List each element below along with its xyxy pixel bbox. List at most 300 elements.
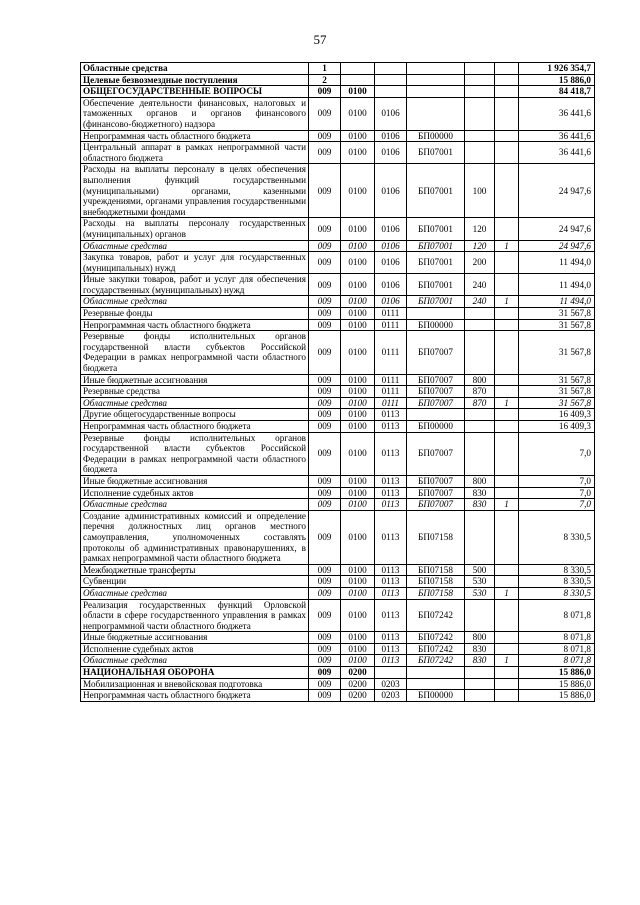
subsection-code: 0113: [375, 564, 407, 576]
amount: 36 441,6: [519, 130, 595, 142]
section-code: 0100: [341, 564, 375, 576]
expense-type-code: [465, 308, 495, 320]
grp-code: 009: [309, 319, 341, 331]
section-code: 0100: [341, 86, 375, 98]
amount: 8 071,8: [519, 632, 595, 644]
amount: 84 418,7: [519, 86, 595, 98]
table-row: [81, 296, 595, 308]
target-article-code: БП07001: [407, 164, 465, 218]
subsection-code: 0106: [375, 252, 407, 274]
table-row: [81, 274, 595, 296]
target-article-code: БП07001: [407, 240, 465, 252]
table-row: [81, 218, 595, 240]
target-article-code: БП07007: [407, 386, 465, 398]
amount: 36 441,6: [519, 142, 595, 164]
section-code: [341, 63, 375, 75]
grp-code: 009: [309, 86, 341, 98]
source-code: [495, 386, 519, 398]
amount: 8 330,5: [519, 576, 595, 588]
subsection-code: 0111: [375, 308, 407, 320]
subsection-code: 0113: [375, 643, 407, 655]
table-row: [81, 632, 595, 644]
section-code: 0100: [341, 432, 375, 475]
source-code: [495, 409, 519, 421]
subsection-code: 0111: [375, 374, 407, 386]
table-row: [81, 499, 595, 511]
expense-type-code: 800: [465, 374, 495, 386]
subsection-code: 0111: [375, 397, 407, 409]
table-row: [81, 97, 595, 130]
amount: 31 567,8: [519, 331, 595, 374]
expense-type-code: [465, 97, 495, 130]
expense-type-code: [465, 86, 495, 98]
grp-code: 009: [309, 308, 341, 320]
grp-code: 009: [309, 240, 341, 252]
subsection-code: 0106: [375, 240, 407, 252]
source-code: [495, 564, 519, 576]
table-row: [81, 164, 595, 218]
table-row: [81, 374, 595, 386]
subsection-code: 0111: [375, 331, 407, 374]
target-article-code: БП07001: [407, 296, 465, 308]
grp-code: 009: [309, 587, 341, 599]
amount: 16 409,3: [519, 421, 595, 433]
row-name: ОБЩЕГОСУДАРСТВЕННЫЕ ВОПРОСЫ: [81, 86, 309, 98]
row-name: Иные бюджетные ассигнования: [81, 475, 309, 487]
expense-type-code: 830: [465, 655, 495, 667]
grp-code: 2: [309, 74, 341, 86]
source-code: [495, 130, 519, 142]
grp-code: 009: [309, 510, 341, 564]
amount: 31 567,8: [519, 319, 595, 331]
row-name: Закупка товаров, работ и услуг для государственных (муниципальных) нужд: [81, 252, 309, 274]
row-name: Непрограммная часть областного бюджета: [81, 690, 309, 702]
subsection-code: 0113: [375, 655, 407, 667]
source-code: 1: [495, 655, 519, 667]
target-article-code: БП07158: [407, 576, 465, 588]
table-row: [81, 432, 595, 475]
table-row: [81, 86, 595, 98]
amount: 36 441,6: [519, 97, 595, 130]
target-article-code: БП07007: [407, 397, 465, 409]
expense-type-code: [465, 510, 495, 564]
subsection-code: 0113: [375, 421, 407, 433]
source-code: [495, 667, 519, 679]
target-article-code: БП07007: [407, 475, 465, 487]
expense-type-code: 870: [465, 386, 495, 398]
source-code: [495, 421, 519, 433]
row-name: Областные средства: [81, 397, 309, 409]
subsection-code: [375, 63, 407, 75]
expense-type-code: 500: [465, 564, 495, 576]
grp-code: 009: [309, 274, 341, 296]
source-code: 1: [495, 240, 519, 252]
table-row: [81, 308, 595, 320]
grp-code: 1: [309, 63, 341, 75]
source-code: [495, 374, 519, 386]
target-article-code: БП00000: [407, 421, 465, 433]
grp-code: 009: [309, 296, 341, 308]
expense-type-code: [465, 409, 495, 421]
grp-code: 009: [309, 678, 341, 690]
subsection-code: 0203: [375, 678, 407, 690]
row-name: Непрограммная часть областного бюджета: [81, 421, 309, 433]
expense-type-code: [465, 667, 495, 679]
section-code: 0100: [341, 409, 375, 421]
target-article-code: БП07242: [407, 655, 465, 667]
row-name: Областные средства: [81, 240, 309, 252]
section-code: 0100: [341, 643, 375, 655]
table-row: [81, 386, 595, 398]
expense-type-code: 800: [465, 475, 495, 487]
row-name: Обеспечение деятельности финансовых, налоговых и таможенных органов и органов финансового (финансово-бюджетного) надзора: [81, 97, 309, 130]
amount: 15 886,0: [519, 690, 595, 702]
amount: 15 886,0: [519, 667, 595, 679]
target-article-code: [407, 86, 465, 98]
table-row: [81, 655, 595, 667]
row-name: Целевые безвозмездные поступления: [81, 74, 309, 86]
target-article-code: БП07242: [407, 643, 465, 655]
row-name: Другие общегосударственные вопросы: [81, 409, 309, 421]
section-code: 0100: [341, 319, 375, 331]
amount: 31 567,8: [519, 397, 595, 409]
grp-code: 009: [309, 690, 341, 702]
table-row: [81, 599, 595, 632]
subsection-code: 0113: [375, 632, 407, 644]
source-code: [495, 643, 519, 655]
section-code: 0100: [341, 331, 375, 374]
grp-code: 009: [309, 421, 341, 433]
row-name: Исполнение судебных актов: [81, 643, 309, 655]
row-name: Иные бюджетные ассигнования: [81, 632, 309, 644]
target-article-code: БП07158: [407, 564, 465, 576]
amount: 8 071,8: [519, 643, 595, 655]
table-row: [81, 678, 595, 690]
section-code: 0100: [341, 374, 375, 386]
table-row: [81, 690, 595, 702]
expense-type-code: [465, 74, 495, 86]
source-code: [495, 576, 519, 588]
amount: 8 330,5: [519, 587, 595, 599]
target-article-code: БП07001: [407, 142, 465, 164]
subsection-code: 0106: [375, 142, 407, 164]
section-code: 0100: [341, 296, 375, 308]
subsection-code: 0113: [375, 576, 407, 588]
section-code: 0100: [341, 576, 375, 588]
table-row: [81, 397, 595, 409]
expense-type-code: [465, 319, 495, 331]
row-name: Резервные средства: [81, 386, 309, 398]
subsection-code: 0113: [375, 599, 407, 632]
grp-code: 009: [309, 142, 341, 164]
section-code: 0100: [341, 308, 375, 320]
grp-code: 009: [309, 218, 341, 240]
amount: 24 947,6: [519, 240, 595, 252]
row-name: Мобилизационная и вневойсковая подготовка: [81, 678, 309, 690]
table-row: [81, 130, 595, 142]
target-article-code: [407, 97, 465, 130]
target-article-code: БП00000: [407, 130, 465, 142]
grp-code: 009: [309, 576, 341, 588]
amount: 1 926 354,7: [519, 63, 595, 75]
section-code: 0100: [341, 632, 375, 644]
row-name: Расходы на выплаты персоналу государственных (муниципальных) органов: [81, 218, 309, 240]
grp-code: 009: [309, 252, 341, 274]
table-body: [81, 63, 595, 702]
section-code: 0200: [341, 678, 375, 690]
section-code: 0100: [341, 510, 375, 564]
row-name: Создание административных комиссий и определение перечня должностных лиц органов местного самоуправления, уполномоченных составлять протоколы об административных правонарушениях, в рамках непрограммной части областного бюджета: [81, 510, 309, 564]
row-name: Резервные фонды: [81, 308, 309, 320]
expense-type-code: 240: [465, 274, 495, 296]
subsection-code: 0111: [375, 386, 407, 398]
expense-type-code: 530: [465, 576, 495, 588]
section-code: [341, 74, 375, 86]
section-code: 0100: [341, 240, 375, 252]
amount: 31 567,8: [519, 386, 595, 398]
target-article-code: [407, 63, 465, 75]
target-article-code: БП07007: [407, 487, 465, 499]
amount: 24 947,6: [519, 218, 595, 240]
table-row: [81, 643, 595, 655]
expense-type-code: [465, 432, 495, 475]
source-code: [495, 74, 519, 86]
subsection-code: 0113: [375, 487, 407, 499]
row-name: Непрограммная часть областного бюджета: [81, 130, 309, 142]
target-article-code: БП07001: [407, 274, 465, 296]
target-article-code: [407, 409, 465, 421]
row-name: Резервные фонды исполнительных органов государственной власти субъектов Российской Федерации в рамках непрограммной части областного бюджета: [81, 331, 309, 374]
table-row: [81, 331, 595, 374]
section-code: 0100: [341, 274, 375, 296]
section-code: 0100: [341, 130, 375, 142]
source-code: [495, 142, 519, 164]
section-code: 0100: [341, 475, 375, 487]
grp-code: 009: [309, 397, 341, 409]
section-code: 0100: [341, 164, 375, 218]
expense-type-code: 120: [465, 240, 495, 252]
row-name: Исполнение судебных актов: [81, 487, 309, 499]
row-name: Центральный аппарат в рамках непрограммной части областного бюджета: [81, 142, 309, 164]
expense-type-code: [465, 599, 495, 632]
grp-code: 009: [309, 164, 341, 218]
section-code: 0100: [341, 587, 375, 599]
expense-type-code: 100: [465, 164, 495, 218]
row-name: Иные бюджетные ассигнования: [81, 374, 309, 386]
expense-type-code: [465, 678, 495, 690]
target-article-code: БП07007: [407, 499, 465, 511]
subsection-code: 0113: [375, 499, 407, 511]
subsection-code: 0113: [375, 475, 407, 487]
amount: 8 071,8: [519, 599, 595, 632]
expense-type-code: [465, 130, 495, 142]
subsection-code: 0113: [375, 587, 407, 599]
section-code: 0100: [341, 487, 375, 499]
grp-code: 009: [309, 130, 341, 142]
row-name: Областные средства: [81, 587, 309, 599]
amount: 11 494,0: [519, 252, 595, 274]
grp-code: 009: [309, 374, 341, 386]
target-article-code: БП07001: [407, 252, 465, 274]
amount: 7,0: [519, 432, 595, 475]
table-row: [81, 487, 595, 499]
amount: 11 494,0: [519, 274, 595, 296]
target-article-code: [407, 74, 465, 86]
expense-type-code: 530: [465, 587, 495, 599]
section-code: 0100: [341, 386, 375, 398]
target-article-code: БП00000: [407, 690, 465, 702]
target-article-code: БП07242: [407, 632, 465, 644]
source-code: [495, 599, 519, 632]
expense-type-code: 830: [465, 487, 495, 499]
target-article-code: БП00000: [407, 319, 465, 331]
subsection-code: [375, 667, 407, 679]
subsection-code: [375, 74, 407, 86]
table-row: [81, 240, 595, 252]
target-article-code: БП07242: [407, 599, 465, 632]
expense-type-code: [465, 690, 495, 702]
source-code: [495, 690, 519, 702]
subsection-code: 0113: [375, 510, 407, 564]
source-code: [495, 487, 519, 499]
subsection-code: 0106: [375, 218, 407, 240]
amount: 16 409,3: [519, 409, 595, 421]
target-article-code: БП07001: [407, 218, 465, 240]
amount: 31 567,8: [519, 374, 595, 386]
grp-code: 009: [309, 655, 341, 667]
grp-code: 009: [309, 487, 341, 499]
target-article-code: БП07007: [407, 331, 465, 374]
table-row: [81, 576, 595, 588]
row-name: Непрограммная часть областного бюджета: [81, 319, 309, 331]
subsection-code: 0113: [375, 409, 407, 421]
source-code: [495, 63, 519, 75]
row-name: Областные средства: [81, 296, 309, 308]
table-row: [81, 564, 595, 576]
source-code: [495, 218, 519, 240]
table-row: [81, 63, 595, 75]
subsection-code: 0106: [375, 274, 407, 296]
section-code: 0100: [341, 252, 375, 274]
source-code: 1: [495, 397, 519, 409]
grp-code: 009: [309, 386, 341, 398]
row-name: Реализация государственных функций Орловской области в сфере государственного управления в рамках непрограммной части областного бюджета: [81, 599, 309, 632]
table-row: [81, 142, 595, 164]
subsection-code: 0106: [375, 296, 407, 308]
amount: 15 886,0: [519, 74, 595, 86]
target-article-code: [407, 308, 465, 320]
source-code: 1: [495, 587, 519, 599]
row-name: Областные средства: [81, 63, 309, 75]
row-name: Межбюджетные трансферты: [81, 564, 309, 576]
source-code: [495, 331, 519, 374]
subsection-code: [375, 86, 407, 98]
row-name: НАЦИОНАЛЬНАЯ ОБОРОНА: [81, 667, 309, 679]
subsection-code: 0203: [375, 690, 407, 702]
expense-type-code: [465, 421, 495, 433]
amount: 8 071,8: [519, 655, 595, 667]
row-name: Областные средства: [81, 655, 309, 667]
source-code: [495, 274, 519, 296]
subsection-code: 0106: [375, 164, 407, 218]
section-code: 0100: [341, 218, 375, 240]
table-row: [81, 319, 595, 331]
table-row: [81, 667, 595, 679]
source-code: [495, 164, 519, 218]
expense-type-code: 120: [465, 218, 495, 240]
expense-type-code: 830: [465, 643, 495, 655]
amount: 8 330,5: [519, 510, 595, 564]
table-row: [81, 475, 595, 487]
table-row: [81, 74, 595, 86]
grp-code: 009: [309, 643, 341, 655]
grp-code: 009: [309, 667, 341, 679]
source-code: 1: [495, 296, 519, 308]
grp-code: 009: [309, 599, 341, 632]
section-code: 0200: [341, 667, 375, 679]
row-name: Областные средства: [81, 499, 309, 511]
row-name: Расходы на выплаты персоналу в целях обеспечения выполнения функций государственными (муниципальными) органами, казенными учреждениями, органами управления государственными внебюджетными фондами: [81, 164, 309, 218]
expense-type-code: 240: [465, 296, 495, 308]
expense-type-code: [465, 142, 495, 164]
amount: 24 947,6: [519, 164, 595, 218]
table-row: [81, 510, 595, 564]
amount: 31 567,8: [519, 308, 595, 320]
subsection-code: 0113: [375, 432, 407, 475]
table-row: [81, 421, 595, 433]
grp-code: 009: [309, 499, 341, 511]
grp-code: 009: [309, 97, 341, 130]
grp-code: 009: [309, 409, 341, 421]
expense-type-code: 870: [465, 397, 495, 409]
source-code: [495, 632, 519, 644]
table-row: [81, 587, 595, 599]
source-code: [495, 319, 519, 331]
budget-table: [80, 62, 595, 702]
page-number: 57: [313, 32, 327, 47]
expense-type-code: [465, 331, 495, 374]
subsection-code: 0106: [375, 130, 407, 142]
row-name: Субвенции: [81, 576, 309, 588]
section-code: 0100: [341, 97, 375, 130]
grp-code: 009: [309, 475, 341, 487]
section-code: 0100: [341, 142, 375, 164]
amount: 7,0: [519, 475, 595, 487]
expense-type-code: [465, 63, 495, 75]
amount: 8 330,5: [519, 564, 595, 576]
amount: 7,0: [519, 487, 595, 499]
target-article-code: БП07158: [407, 587, 465, 599]
grp-code: 009: [309, 331, 341, 374]
section-code: 0200: [341, 690, 375, 702]
target-article-code: БП07007: [407, 374, 465, 386]
source-code: [495, 678, 519, 690]
table-row: [81, 409, 595, 421]
grp-code: 009: [309, 564, 341, 576]
expense-type-code: 800: [465, 632, 495, 644]
grp-code: 009: [309, 632, 341, 644]
section-code: 0100: [341, 655, 375, 667]
source-code: [495, 432, 519, 475]
table-row: [81, 252, 595, 274]
target-article-code: [407, 678, 465, 690]
target-article-code: БП07007: [407, 432, 465, 475]
target-article-code: [407, 667, 465, 679]
source-code: 1: [495, 499, 519, 511]
grp-code: 009: [309, 432, 341, 475]
section-code: 0100: [341, 599, 375, 632]
section-code: 0100: [341, 421, 375, 433]
